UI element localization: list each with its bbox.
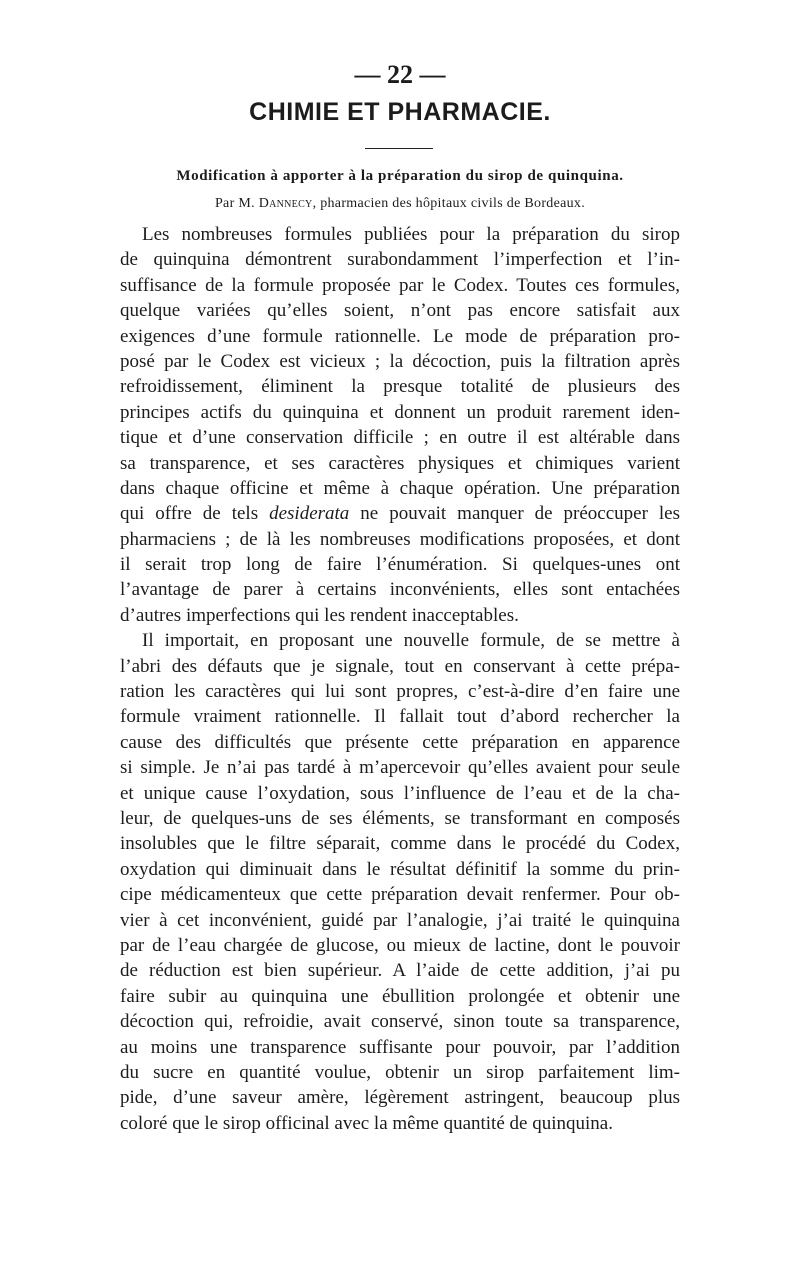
text-line: de réduction est bien supérieur. A l’aide de cette addition, j’ai pu [120, 960, 680, 982]
section-heading: CHIMIE ET PHARMACIE. [249, 98, 551, 126]
text-line: d’autres imperfections qui les rendent inacceptables. [120, 604, 519, 626]
text-line: l’avantage de parer à certains inconvénients, elles sont entachées [120, 579, 680, 601]
byline-suffix: pharmacien des hôpitaux civils de Bordeaux. [320, 196, 586, 211]
text-line: Les nombreuses formules publiées pour la préparation du sirop [142, 224, 680, 245]
text-line: pharmaciens ; de là les nombreuses modifications proposées, et dont [120, 528, 680, 550]
byline-prefix: Par M. [214, 196, 255, 211]
heading-rule [365, 148, 433, 149]
text-line: tique et d’une conservation difficile ; en outre il est altérable dans [120, 427, 680, 449]
text-line: de quinquina démontrent surabondamment l’imperfection et l’in- [120, 249, 680, 271]
text-line: insolubles que le filtre séparait, comme dans le procédé du Codex, [120, 833, 680, 855]
text-line: l’abri des défauts que je signale, tout en conservant à cette prépa- [120, 655, 680, 677]
page-number: — 22 — [354, 60, 446, 89]
text-line: par de l’eau chargée de glucose, ou mieux de lactine, dont le pouvoir [120, 934, 680, 956]
text-line: refroidissement, éliminent la presque totalité de plusieurs des [120, 376, 680, 398]
text-line: cipe médicamenteux que cette préparation devait renfermer. Pour ob- [120, 884, 680, 906]
text-line: coloré que le sirop officinal avec la même quantité de quinquina. [120, 1112, 613, 1134]
text-line: dans chaque officine et même à chaque opération. Une préparation [120, 477, 680, 499]
text-line: leur, de quelques-uns de ses éléments, se transformant en composés [120, 807, 680, 829]
text-line: au moins une transparence suffisante pour pouvoir, par l’addition [120, 1036, 680, 1058]
text-line: posé par le Codex est vicieux ; la décoction, puis la filtration après [120, 350, 680, 372]
text-line: quelque variées qu’elles soient, n’ont pas encore satisfait aux [120, 300, 680, 322]
byline [0, 196, 800, 212]
text-line: formule vraiment rationnelle. Il fallait tout d’abord rechercher la [120, 706, 680, 728]
text-line: Il importait, en proposant une nouvelle formule, de se mettre à [142, 630, 680, 652]
text-line: suffisance de la formule proposée par le Codex. Toutes ces formules, [120, 274, 680, 296]
text-line: ration les caractères qui lui sont propres, c’est-à-dire d’en faire une [120, 681, 680, 703]
text-line: pide, d’une saveur amère, légèrement astringent, beaucoup plus [120, 1087, 680, 1109]
text-line: si simple. Je n’ai pas tardé à m’apercevoir qu’elles avaient pour seule [120, 757, 680, 779]
text-line: sa transparence, et ses caractères physiques et chimiques varient [120, 452, 680, 474]
text-line: cause des difficultés que présente cette préparation en apparence [120, 731, 680, 753]
text-line: il serait trop long de faire l’énumération. Si quelques-unes ont [120, 554, 680, 576]
text-line: principes actifs du quinquina et donnent un produit rarement iden- [120, 401, 680, 423]
italic-term: desiderata [269, 503, 350, 525]
text-line: du sucre en quantité voulue, obtenir un sirop parfaitement lim- [120, 1061, 680, 1083]
text-line: faire subir au quinquina une ébullition prolongée et obtenir une [120, 985, 680, 1007]
text-line: qui offre de tels desiderata ne pouvait manquer de préoccuper les [120, 503, 681, 525]
article-body [120, 222, 680, 1136]
text-line: et unique cause l’oxydation, sous l’influence de l’eau et de la cha- [120, 782, 680, 804]
article-title: Modification à apporter à la préparation du sirop de quinquina. [176, 168, 624, 184]
text-line: décoction qui, refroidie, avait conservé, sinon toute sa transparence, [120, 1011, 680, 1033]
text-line: exigences d’une formule rationnelle. Le mode de préparation pro- [120, 325, 680, 347]
text-line: vier à cet inconvénient, guidé par l’analogie, j’ai traité le quinquina [120, 909, 680, 931]
author-name: Dannecy, [258, 196, 317, 211]
text-line: oxydation qui diminuait dans le résultat définitif la somme du prin- [120, 858, 680, 880]
